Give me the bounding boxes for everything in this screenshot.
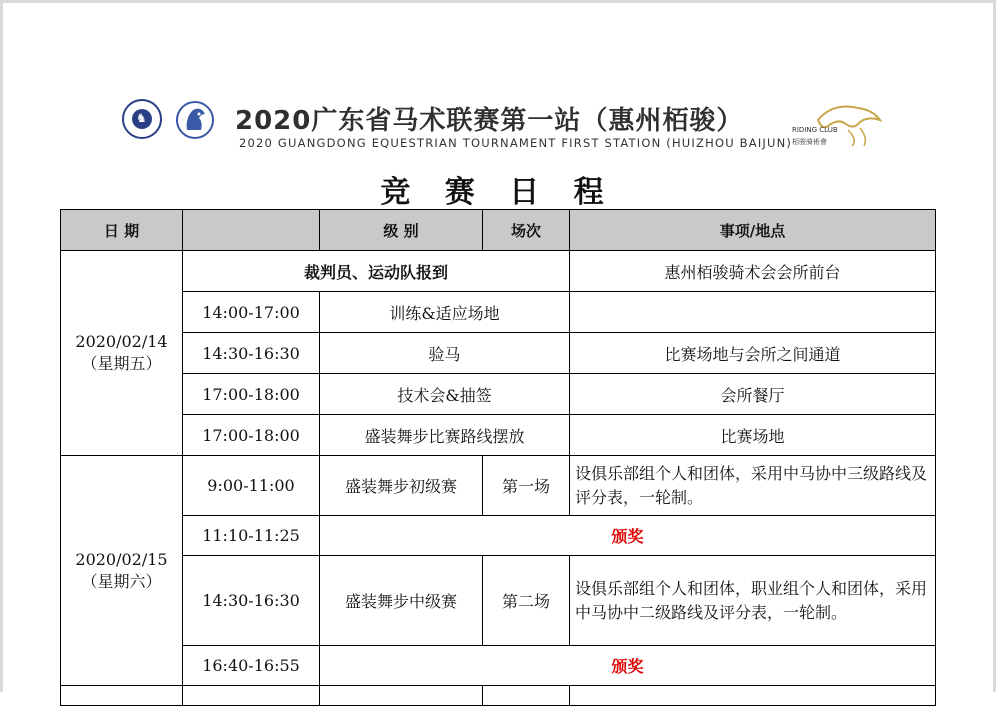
page-frame-top xyxy=(0,0,996,3)
description-cell: 设俱乐部组个人和团体，采用中马协中三级路线及评分表，一轮制。 xyxy=(570,456,936,516)
header-location: 事项/地点 xyxy=(570,210,936,251)
location-cell xyxy=(570,292,936,333)
table-row xyxy=(61,333,936,374)
association-seal-logo: ♞ xyxy=(122,99,162,139)
club-name-en: RIDING CLUB xyxy=(792,126,838,134)
riding-club-logo xyxy=(788,100,888,150)
location-cell: 惠州栢骏骑术会会所前台 xyxy=(570,251,936,292)
table-row-partial xyxy=(61,686,936,706)
table-row xyxy=(61,516,936,556)
location-cell: 比赛场地与会所之间通道 xyxy=(570,333,936,374)
table-row xyxy=(61,556,936,646)
item-cell: 技术会&抽签 xyxy=(320,374,570,415)
horse-head-logo xyxy=(175,100,215,140)
table-row xyxy=(61,292,936,333)
weekday-value: （星期五） xyxy=(81,354,162,373)
page-heading: 竞 赛 日 程 xyxy=(380,175,616,210)
item-cell: 裁判员、运动队报到 xyxy=(183,251,570,292)
item-cell: 训练&适应场地 xyxy=(320,292,570,333)
time-cell: 14:30-16:30 xyxy=(183,333,320,374)
time-cell: 14:00-17:00 xyxy=(183,292,320,333)
date-cell xyxy=(61,251,183,456)
item-cell: 盛装舞步比赛路线摆放 xyxy=(320,415,570,456)
header-level: 级 别 xyxy=(320,210,483,251)
document-header xyxy=(120,95,900,155)
header-date: 日 期 xyxy=(61,210,183,251)
table-row xyxy=(61,456,936,516)
weekday-value: （星期六） xyxy=(81,571,162,591)
club-name-cn: 栢骏骑術會 xyxy=(792,138,827,146)
tournament-title: 2020广东省马术联赛第一站（惠州栢骏） xyxy=(235,106,744,136)
time-cell: 17:00-18:00 xyxy=(183,415,320,456)
page-frame-left xyxy=(0,0,3,692)
table-row xyxy=(61,415,936,456)
description-cell: 设俱乐部组个人和团体，职业组个人和团体，采用中马协中二级路线及评分表，一轮制。 xyxy=(570,556,936,646)
table-row xyxy=(61,646,936,686)
award-cell: 颁奖 xyxy=(320,646,936,686)
round-cell: 第一场 xyxy=(483,456,570,516)
time-cell: 9:00-11:00 xyxy=(183,456,320,516)
location-cell: 会所餐厅 xyxy=(570,374,936,415)
round-cell: 第二场 xyxy=(483,556,570,646)
level-cell: 盛装舞步中级赛 xyxy=(320,556,483,646)
level-cell: 盛装舞步初级赛 xyxy=(320,456,483,516)
table-row xyxy=(61,251,936,292)
header-time xyxy=(183,210,320,251)
award-cell: 颁奖 xyxy=(320,516,936,556)
date-value: 2020/02/15 xyxy=(75,549,168,569)
time-cell: 14:30-16:30 xyxy=(183,556,320,646)
date-cell xyxy=(61,456,183,686)
time-cell: 16:40-16:55 xyxy=(183,646,320,686)
date-value: 2020/02/14 xyxy=(75,332,168,351)
tournament-title-en: 2020 GUANGDONG EQUESTRIAN TOURNAMENT FIRST STATION (HUIZHOU BAIJUN) xyxy=(239,136,793,150)
header-round: 场次 xyxy=(483,210,570,251)
location-cell: 比赛场地 xyxy=(570,415,936,456)
schedule-table xyxy=(60,209,936,706)
table-header-row xyxy=(61,210,936,251)
table-row xyxy=(61,374,936,415)
item-cell: 验马 xyxy=(320,333,570,374)
time-cell: 17:00-18:00 xyxy=(183,374,320,415)
time-cell: 11:10-11:25 xyxy=(183,516,320,556)
